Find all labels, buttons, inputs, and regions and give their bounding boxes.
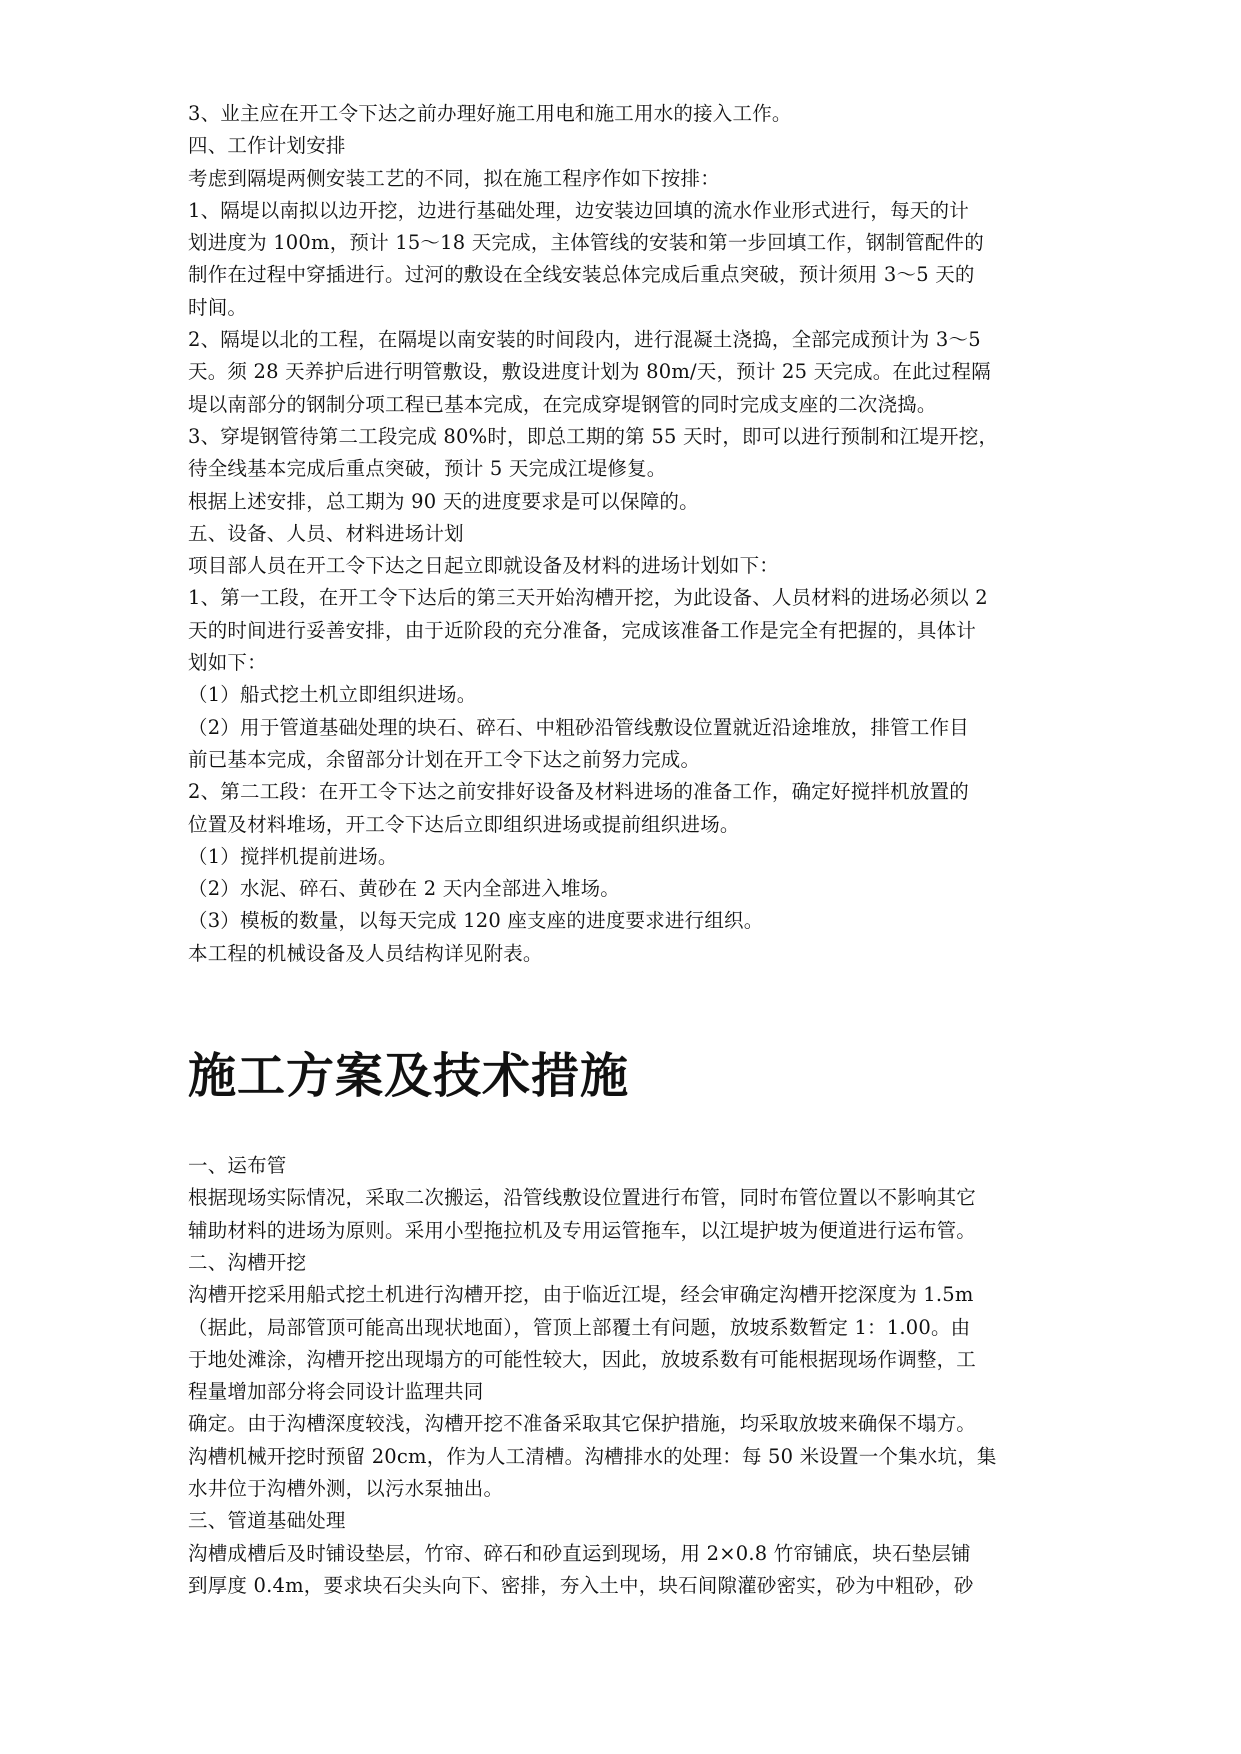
text-line: 划如下： — [188, 651, 267, 675]
section-work-plan — [188, 98, 1060, 970]
text-line: （1）搅拌机提前进场。 — [188, 844, 398, 868]
section-heading: 施工方案及技术措施 — [188, 1048, 630, 1105]
text-line: 到厚度 0.4m，要求块石尖头向下、密排，夯入土中，块石间隙灌砂密实，砂为中粗砂，砂 — [188, 1573, 974, 1597]
text-line: （3）模板的数量，以每天完成 120 座支座的进度要求进行组织。 — [188, 909, 764, 933]
text-line: 待全线基本完成后重点突破，预计 5 天完成江堤修复。 — [188, 457, 667, 481]
text-line: 2、隔堤以北的工程，在隔堤以南安装的时间段内，进行混凝土浇捣，全部完成预计为 3～5 — [188, 328, 981, 352]
text-line: 一、运布管 — [188, 1154, 287, 1178]
text-line: 考虑到隔堤两侧安装工艺的不同，拟在施工程序作如下按排： — [188, 166, 720, 190]
text-line: 辅助材料的进场为原则。采用小型拖拉机及专用运管拖车，以江堤护坡为便道进行运布管。 — [188, 1218, 977, 1242]
text-line: 五、设备、人员、材料进场计划 — [188, 521, 464, 545]
text-line: 制作在过程中穿插进行。过河的敷设在全线安装总体完成后重点突破，预计须用 3～5 天的 — [188, 263, 975, 287]
text-line: （2）用于管道基础处理的块石、碎石、中粗砂沿管线敷设位置就近沿途堆放，排管工作目 — [188, 715, 969, 739]
text-line: 沟槽成槽后及时铺设垫层，竹帘、碎石和砂直运到现场，用 2×0.8 竹帘铺底，块石垫层铺 — [188, 1541, 971, 1565]
text-line: 1、隔堤以南拟以边开挖，边进行基础处理，边安装边回填的流水作业形式进行，每天的计 — [188, 198, 969, 222]
text-line: 划进度为 100m，预计 15～18 天完成，主体管线的安装和第一步回填工作，钢制管配件的 — [188, 231, 984, 255]
text-line: 2、第二工段：在开工令下达之前安排好设备及材料进场的准备工作，确定好搅拌机放置的 — [188, 780, 969, 804]
text-line: 水井位于沟槽外测，以污水泵抽出。 — [188, 1476, 504, 1500]
text-line: 三、管道基础处理 — [188, 1509, 346, 1533]
text-line: 沟槽机械开挖时预留 20cm，作为人工清槽。沟槽排水的处理：每 50 米设置一个集水坑，集 — [188, 1444, 997, 1468]
text-line: 1、第一工段，在开工令下达后的第三天开始沟槽开挖，为此设备、人员材料的进场必须以 2 — [188, 586, 988, 610]
text-line: 时间。 — [188, 295, 248, 319]
text-line: 程量增加部分将会同设计监理共同 — [188, 1380, 484, 1404]
text-line: 堤以南部分的钢制分项工程已基本完成，在完成穿堤钢管的同时完成支座的二次浇捣。 — [188, 392, 937, 416]
text-line: 于地处滩涂，沟槽开挖出现塌方的可能性较大，因此，放坡系数有可能根据现场作调整，工 — [188, 1347, 977, 1371]
text-line: 根据现场实际情况，采取二次搬运，沿管线敷设位置进行布管，同时布管位置以不影响其它 — [188, 1186, 977, 1210]
text-line: （1）船式挖土机立即组织进场。 — [188, 683, 477, 707]
text-line: 天。须 28 天养护后进行明管敷设，敷设进度计划为 80m/天，预计 25 天完成。在此过程隔 — [188, 360, 991, 384]
document-page — [188, 98, 1060, 1602]
text-line: 二、沟槽开挖 — [188, 1250, 307, 1274]
text-line: 3、穿堤钢管待第二工段完成 80%时，即总工期的第 55 天时，即可以进行预制和江堤开挖， — [188, 424, 999, 448]
section-construction-scheme — [188, 1150, 1060, 1602]
text-line: 位置及材料堆场，开工令下达后立即组织进场或提前组织进场。 — [188, 812, 740, 836]
text-line: 沟槽开挖采用船式挖土机进行沟槽开挖，由于临近江堤，经会审确定沟槽开挖深度为 1.5m — [188, 1283, 974, 1307]
text-line: （2）水泥、碎石、黄砂在 2 天内全部进入堆场。 — [188, 877, 621, 901]
text-line: 天的时间进行妥善安排，由于近阶段的充分准备，完成该准备工作是完全有把握的，具体计 — [188, 618, 977, 642]
text-line: 根据上述安排，总工期为 90 天的进度要求是可以保障的。 — [188, 489, 699, 513]
text-line: 前已基本完成，余留部分计划在开工令下达之前努力完成。 — [188, 747, 701, 771]
text-line: （据此，局部管顶可能高出现状地面），管顶上部覆土有问题，放坡系数暂定 1：1.00。由 — [188, 1315, 971, 1339]
text-line: 四、工作计划安排 — [188, 134, 346, 158]
text-line: 确定。由于沟槽深度较浅，沟槽开挖不准备采取其它保护措施，均采取放坡来确保不塌方。 — [188, 1412, 977, 1436]
text-line: 项目部人员在开工令下达之日起立即就设备及材料的进场计划如下： — [188, 554, 780, 578]
text-line: 本工程的机械设备及人员结构详见附表。 — [188, 941, 543, 965]
text-line: 3、业主应在开工令下达之前办理好施工用电和施工用水的接入工作。 — [188, 102, 792, 125]
